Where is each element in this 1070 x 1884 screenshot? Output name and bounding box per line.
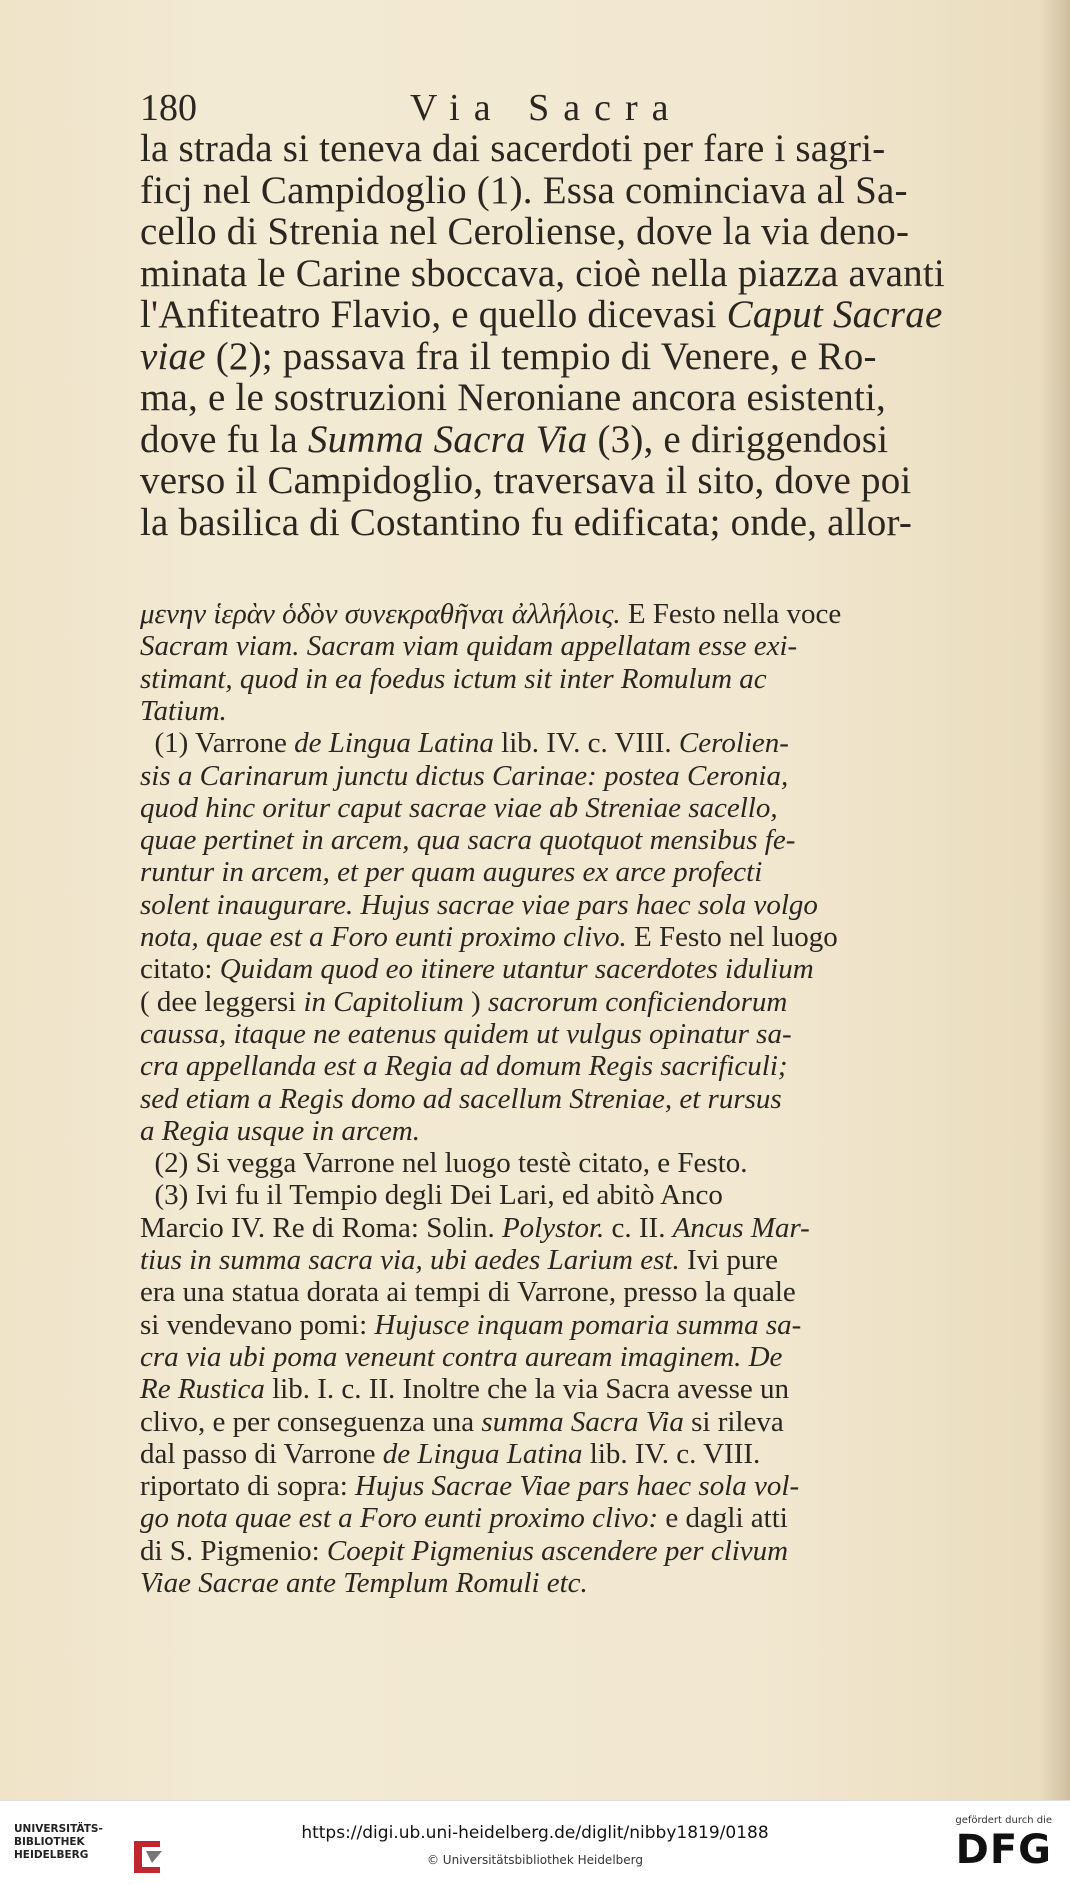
footnote-line: Sacram viam. Sacram viam quidam appellatam esse exi- — [140, 630, 798, 663]
footnote-line: stimant, quod in ea foedus ictum sit inter Romulum ac — [140, 662, 767, 695]
text-line: minata le Carine sboccava, cioè nella piazza avanti — [140, 251, 945, 295]
footnote-line: sed etiam a Regis domo ad sacellum Streniae, et rursus — [140, 1082, 782, 1115]
text-line: la basilica di Costantino fu edificata; onde, allor- — [140, 500, 913, 544]
footnote-line: Re Rustica lib. I. c. II. Inoltre che la via Sacra avesse un — [140, 1373, 790, 1406]
footnote-line: Viae Sacrae ante Templum Romuli etc. — [140, 1567, 588, 1599]
text-line: verso il Campidoglio, traversava il sito, dove poi — [140, 459, 912, 502]
footnote-line: quod hinc oritur caput sacrae viae ab Streniae sacello, — [140, 791, 778, 824]
footnote-line: era una statua dorata ai tempi di Varrone, presso la quale — [140, 1276, 796, 1309]
text-line: cello di Strenia nel Ceroliense, dove la via deno- — [140, 210, 910, 253]
footnote-line: (3) Ivi fu il Tempio degli Dei Lari, ed abitò Anco — [140, 1179, 723, 1212]
library-name: UNIVERSITÄTS- BIBLIOTHEK HEIDELBERG — [14, 1823, 103, 1861]
footnote-line: Marcio IV. Re di Roma: Solin. Polystor. c. II. Ancus Mar- — [140, 1211, 810, 1244]
footnote-line: clivo, e per conseguenza una summa Sacra Via si rileva — [140, 1405, 784, 1438]
footnote-line: (1) Varrone de Lingua Latina lib. IV. c. VIII. Cerolien- — [140, 727, 789, 760]
footnote-line: (2) Si vegga Varrone nel luogo testè citato, e Festo. — [140, 1147, 748, 1180]
footnote-line: dal passo di Varrone de Lingua Latina lib. IV. c. VIII. — [140, 1437, 761, 1470]
footnote-line: cra appellanda est a Regia ad domum Regis sacrificuli; — [140, 1050, 788, 1083]
text-line: ficj nel Campidoglio (1). Essa cominciava al Sa- — [140, 168, 908, 212]
viewer-footer — [0, 1800, 1070, 1884]
footnote-line: cra via ubi poma veneunt contra auream imaginem. De — [140, 1340, 783, 1373]
footnote-line: go nota quae est a Foro eunti proximo clivo: e dagli atti — [140, 1502, 788, 1535]
permalink-url[interactable]: https://digi.ub.uni-heidelberg.de/diglit/nibby1819/0188 — [301, 1823, 769, 1843]
funder-caption: gefördert durch die — [955, 1815, 1052, 1826]
footnote-line: solent inaugurare. Hujus sacrae viae pars haec sola volgo — [140, 888, 818, 921]
footnote-line: Tatium. — [140, 694, 227, 727]
footnote-line: quae pertinet in arcem, qua sacra quotquot mensibus fe- — [140, 824, 796, 857]
footnote-line: ( dee leggersi in Capitolium ) sacrorum conficiendorum — [140, 985, 788, 1018]
dfg-logo: DFG — [955, 1827, 1052, 1873]
footnote-line: sis a Carinarum junctu dictus Carinae: postea Ceronia, — [140, 759, 789, 792]
footnote-line: runtur in arcem, et per quam augures ex arce profecti — [140, 856, 763, 889]
footnote-line: μενην ἱερὰν ὁδὸν συνεκραθῆναι ἀλλήλοις. E Festo nella voce — [140, 598, 842, 630]
text-line: l'Anfiteatro Flavio, e quello dicevasi Caput Sacrae — [140, 293, 943, 336]
footnote-line: citato: Quidam quod eo itinere utantur sacerdotes idulium — [140, 953, 814, 986]
footnote-line: riportato di sopra: Hujus Sacrae Viae pars haec sola vol- — [140, 1470, 800, 1503]
text-line: ma, e le sostruzioni Neroniane ancora esistenti, — [140, 376, 887, 419]
footnote-line: si vendevano pomi: Hujusce inquam pomaria summa sa- — [140, 1308, 802, 1341]
footnote-line: a Regia usque in arcem. — [140, 1114, 421, 1147]
page-number: 180 — [140, 87, 197, 129]
text-line: viae (2); passava fra il tempio di Venere, e Ro- — [140, 334, 877, 378]
footnote-line: di S. Pigmenio: Coepit Pigmenius ascendere per clivum — [140, 1534, 789, 1567]
footnote-line: caussa, itaque ne eatenus quidem ut vulgus opinatur sa- — [140, 1017, 792, 1050]
footnote-line: tius in summa sacra via, ubi aedes Larium est. Ivi pure — [140, 1244, 778, 1276]
running-title: Via Sacra — [410, 87, 683, 129]
copyright-notice: © Universitätsbibliothek Heidelberg — [426, 1853, 643, 1867]
text-line: dove fu la Summa Sacra Via (3), e diriggendosi — [140, 417, 889, 461]
text-line: la strada si teneva dai sacerdoti per fare i sagri- — [140, 127, 886, 170]
footnote-line: nota, quae est a Foro eunti proximo clivo. E Festo nel luogo — [140, 921, 838, 953]
